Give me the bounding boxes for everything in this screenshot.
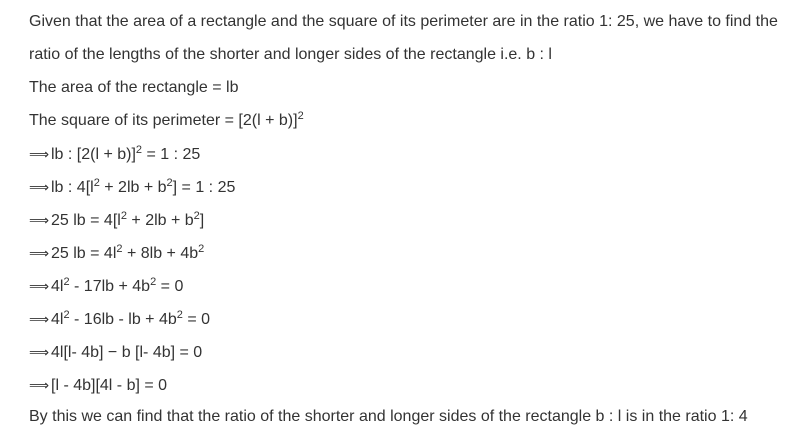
step-2: [29, 177, 794, 197]
implies-arrow-icon: ⟹: [29, 212, 50, 228]
step-5-part-c: = 0: [156, 278, 184, 295]
step-6-exp-b: 2: [176, 309, 183, 321]
step-6-part-a: 4l: [51, 311, 64, 328]
step-6-exp-a: 2: [63, 309, 70, 321]
step-5-exp-a: 2: [63, 276, 70, 288]
step-2-part-c: ] = 1 : 25: [172, 179, 236, 196]
step-4-exp-b: 2: [198, 243, 205, 255]
step-5-part-b: - 17lb + 4b: [69, 278, 151, 295]
step-5-exp-b: 2: [150, 276, 157, 288]
implies-arrow-icon: ⟹: [29, 377, 50, 393]
step-6-part-c: = 0: [182, 311, 211, 328]
step-4-part-a: 25 lb = 4l: [51, 245, 117, 262]
area-statement: The area of the rectangle = lb: [29, 79, 239, 96]
step-3-exp-b: 2: [193, 210, 200, 222]
implies-arrow-icon: ⟹: [29, 179, 50, 195]
implies-arrow-icon: ⟹: [29, 146, 50, 162]
intro-line-1: Given that the area of a rectangle and the square of its perimeter are in the ratio 1: 25, we have to find the: [29, 13, 778, 30]
step-3-part-c: ]: [199, 212, 205, 229]
step-5: [29, 276, 794, 296]
implies-arrow-icon: ⟹: [29, 311, 50, 327]
step-2-part-a: lb : 4[l: [51, 179, 94, 196]
step-5-part-a: 4l: [51, 278, 64, 295]
step-7: [29, 342, 794, 362]
perimeter-square-statement: [29, 111, 794, 131]
perimeter-square-text: The square of its perimeter = [2(l + b)]: [29, 112, 298, 129]
conclusion: By this we can find that the ratio of the shorter and longer sides of the rectangle b : l is in the ratio 1: 4: [29, 408, 748, 425]
step-1-exp-a: 2: [135, 144, 143, 156]
step-3: [29, 210, 794, 230]
step-4-part-b: + 8lb + 4b: [122, 245, 199, 262]
step-8-part-a: [l - 4b][4l - b] = 0: [51, 377, 168, 394]
step-2-part-b: + 2lb + b: [99, 179, 167, 196]
intro-line-2: ratio of the lengths of the shorter and longer sides of the rectangle i.e. b : l: [29, 46, 552, 63]
implies-arrow-icon: ⟹: [29, 278, 50, 294]
step-3-exp-a: 2: [120, 210, 127, 222]
step-1-part-a: lb : [2(l + b)]: [51, 146, 136, 163]
step-2-exp-b: 2: [166, 177, 173, 189]
step-4-exp-a: 2: [116, 243, 123, 255]
step-6-part-b: - 16lb - lb + 4b: [69, 311, 177, 328]
implies-arrow-icon: ⟹: [29, 245, 50, 261]
step-8: [29, 375, 794, 395]
step-1: [29, 144, 794, 164]
step-6: [29, 309, 794, 329]
step-2-exp-a: 2: [93, 177, 100, 189]
step-3-part-b: + 2lb + b: [126, 212, 194, 229]
step-4: [29, 243, 794, 263]
step-1-part-b: = 1 : 25: [142, 146, 201, 163]
perimeter-square-exponent: 2: [297, 110, 304, 122]
implies-arrow-icon: ⟹: [29, 344, 50, 360]
step-7-part-a: 4l[l- 4b] − b [l- 4b] = 0: [51, 344, 203, 361]
step-3-part-a: 25 lb = 4[l: [51, 212, 121, 229]
